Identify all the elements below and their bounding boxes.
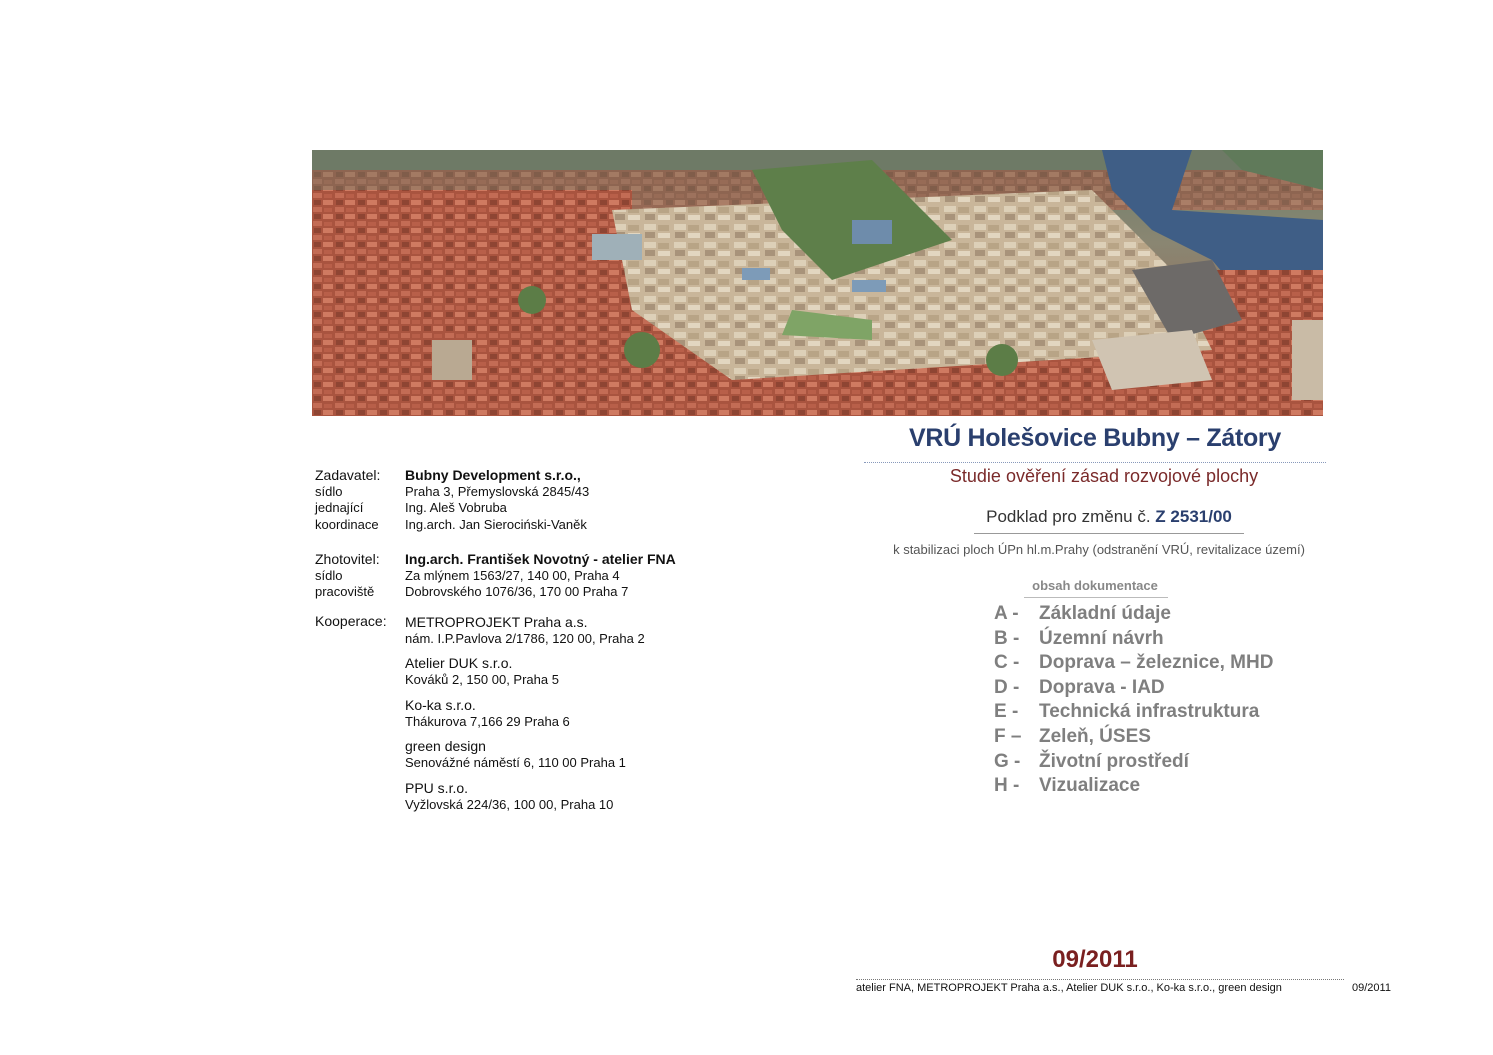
toc-key: E - <box>994 701 1019 723</box>
toc-key: B - <box>994 627 1020 649</box>
toc-label: Technická infrastruktura <box>1039 701 1260 723</box>
partner-item <box>405 655 559 688</box>
toc-item <box>994 651 1273 676</box>
toc-label: Doprava - IAD <box>1039 676 1165 698</box>
partner-address: Vyžlovská 224/36, 100 00, Praha 10 <box>405 796 614 812</box>
partner-name: Ko-ka s.r.o. <box>405 697 476 713</box>
partner-address: Kováků 2, 150 00, Praha 5 <box>405 671 559 687</box>
stabilizace-text: k stabilizaci ploch ÚPn hl.m.Prahy (odstranění VRÚ, revitalizace území) <box>893 542 1305 557</box>
partner-name: METROPROJEKT Praha a.s. <box>405 614 588 630</box>
kooperace-label: Kooperace: <box>315 613 387 629</box>
partner-address: nám. I.P.Pavlova 2/1786, 120 00, Praha 2 <box>405 630 645 646</box>
partner-item <box>405 697 570 730</box>
partner-item <box>405 614 645 647</box>
toc-item <box>994 602 1273 627</box>
partner-name: green design <box>405 738 486 754</box>
toc-label: Územní návrh <box>1039 627 1164 649</box>
zhotovitel-row-label: sídlo <box>315 567 343 583</box>
zadavatel-block <box>315 467 589 533</box>
toc-item <box>994 750 1273 775</box>
title-divider <box>864 462 1326 463</box>
partner-item <box>405 738 626 771</box>
toc-item <box>994 700 1273 725</box>
toc-key: F – <box>994 725 1022 747</box>
document-date: 09/2011 <box>1052 946 1138 973</box>
zadavatel-row-value: Ing. Aleš Vobruba <box>405 500 507 515</box>
toc-item <box>994 627 1273 652</box>
obsah-label: obsah dokumentace <box>1032 578 1158 593</box>
zadavatel-row-value: Ing.arch. Jan Sierociński-Vaněk <box>405 516 587 532</box>
zadavatel-value: Bubny Development s.r.o., <box>405 467 581 483</box>
footer-credits: atelier FNA, METROPROJEKT Praha a.s., Atelier DUK s.r.o., Ko-ka s.r.o., green design <box>856 982 1282 994</box>
toc-key: H - <box>994 775 1020 797</box>
podklad-line <box>974 507 1244 527</box>
podklad-underline <box>974 533 1244 534</box>
zadavatel-row-value: Praha 3, Přemyslovská 2845/43 <box>405 483 590 499</box>
zhotovitel-value: Ing.arch. František Novotný - atelier FNA <box>405 551 676 567</box>
zhotovitel-row-value: Za mlýnem 1563/27, 140 00, Praha 4 <box>405 567 620 583</box>
zadavatel-row-label: jednající <box>315 500 364 515</box>
toc-item <box>994 774 1273 799</box>
toc-label: Vizualizace <box>1039 775 1141 797</box>
partner-name: PPU s.r.o. <box>405 780 469 796</box>
partner-address: Senovážné náměstí 6, 110 00 Praha 1 <box>405 754 626 770</box>
toc-key: G - <box>994 750 1021 772</box>
zadavatel-label: Zadavatel: <box>315 467 381 483</box>
footer-date: 09/2011 <box>1352 982 1391 994</box>
aerial-city-rendering-icon <box>312 150 1323 416</box>
zadavatel-row-label: koordinace <box>315 516 379 532</box>
obsah-underline <box>1024 597 1168 598</box>
zhotovitel-block <box>315 551 676 601</box>
toc-key: C - <box>994 652 1020 674</box>
toc-label: Základní údaje <box>1039 603 1171 624</box>
document-subtitle: Studie ověření zásad rozvojové plochy <box>949 466 1259 486</box>
toc-label: Životní prostředí <box>1039 750 1189 772</box>
zhotovitel-row-label: pracoviště <box>315 584 375 599</box>
footer-divider <box>856 979 1344 980</box>
toc-label: Doprava – železnice, MHD <box>1039 652 1274 674</box>
podklad-prefix: Podklad pro změnu č. <box>986 507 1156 526</box>
document-title: VRÚ Holešovice Bubny – Zátory <box>909 424 1281 452</box>
toc-key: A - <box>994 603 1019 624</box>
zhotovitel-row-value: Dobrovského 1076/36, 170 00 Praha 7 <box>405 584 629 599</box>
partner-address: Thákurova 7,166 29 Praha 6 <box>405 713 570 729</box>
podklad-number: Z 2531/00 <box>1155 507 1232 526</box>
toc-item <box>994 676 1273 701</box>
aerial-city-image <box>312 150 1323 416</box>
partner-item <box>405 780 613 813</box>
toc-key: D - <box>994 676 1020 698</box>
kooperace-label-block <box>315 613 405 630</box>
partner-name: Atelier DUK s.r.o. <box>405 655 513 671</box>
toc-label: Zeleň, ÚSES <box>1039 725 1151 747</box>
zadavatel-row-label: sídlo <box>315 483 343 499</box>
toc-item <box>994 725 1273 750</box>
table-of-contents <box>994 602 1273 799</box>
zhotovitel-label: Zhotovitel: <box>315 551 380 567</box>
